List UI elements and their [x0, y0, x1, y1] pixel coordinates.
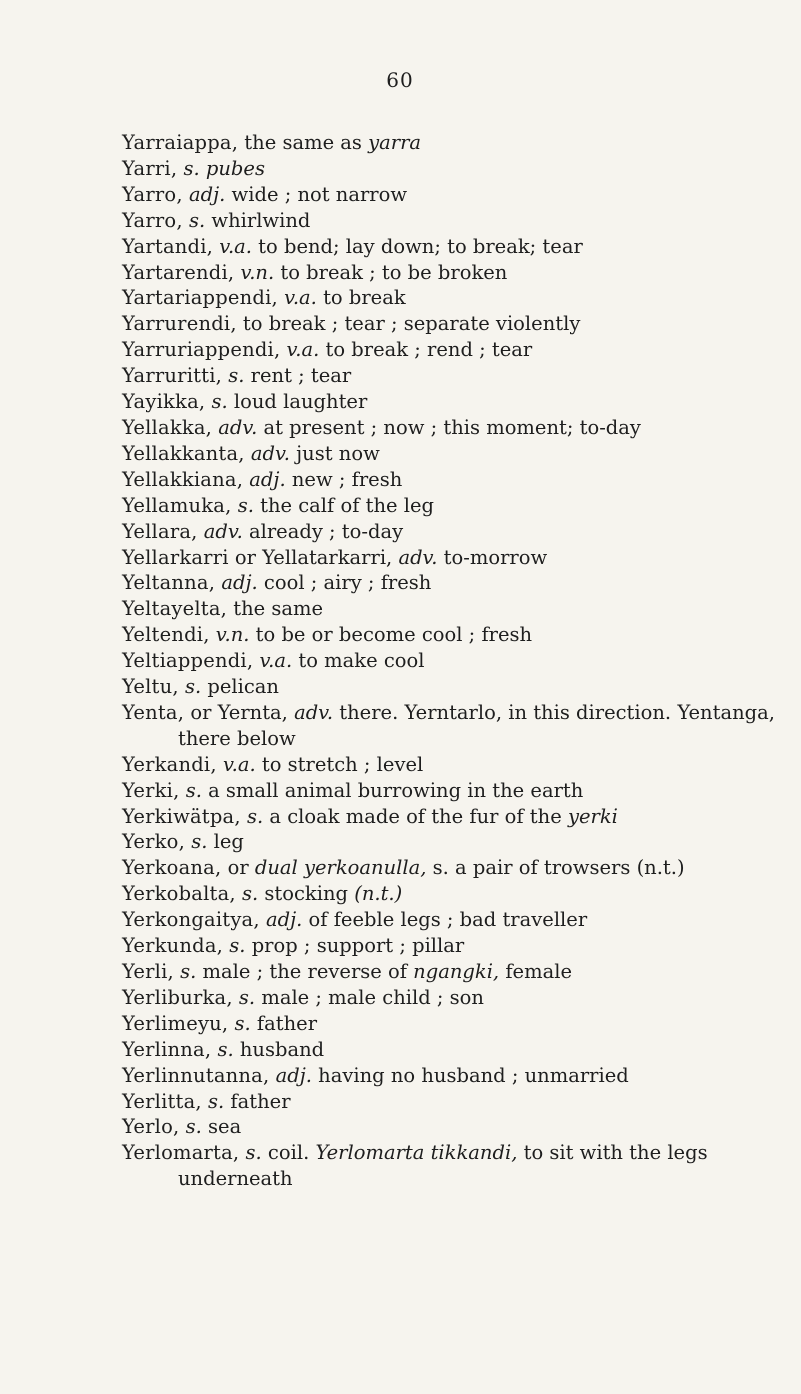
entry-headword: Yerko, [122, 830, 185, 854]
entry-italic: (n.t.) [354, 882, 403, 906]
entry-headword: Yerkobalta, [122, 882, 236, 906]
entry-grammar: s. [228, 1011, 251, 1035]
entry-definition: at present ; now ; this moment; to-day [257, 415, 641, 439]
dictionary-entry [122, 674, 792, 700]
entry-definition: to be or become cool ; fresh [249, 623, 533, 647]
page-number: 60 [386, 68, 414, 92]
dictionary-entry [122, 1140, 792, 1192]
entry-grammar: adj. [182, 182, 226, 206]
entry-headword: Yartarendi, [122, 260, 235, 284]
entry-headword: Yeltiappendi, [122, 649, 254, 673]
entry-definition: to break [316, 286, 406, 310]
entry-definition: leg [207, 830, 244, 854]
entry-headword: Yeltendi, [122, 623, 210, 647]
dictionary-entry [122, 778, 792, 804]
dictionary-entry [122, 1114, 792, 1140]
entry-definition: a small animal burrowing in the earth [201, 778, 584, 802]
entry-definition-continued: female [499, 960, 572, 983]
entry-headword: Yartariappendi, [122, 286, 278, 310]
entry-definition-continued: s. a pair of trowsers (n.t.) [426, 856, 685, 880]
entry-headword: Yartandi, [122, 234, 214, 258]
entry-definition: to break ; tear ; separate violently [236, 312, 581, 336]
entry-grammar: adv. [197, 519, 243, 543]
entry-grammar: v.a. [277, 286, 317, 310]
dictionary-entry [122, 829, 792, 855]
entry-grammar: adv. [212, 415, 258, 439]
entry-definition: father [224, 1089, 291, 1113]
entry-grammar: v.a. [253, 649, 293, 673]
entry-headword: Yayikka, [122, 390, 206, 414]
entry-definition: the same [227, 597, 324, 621]
entry-headword: Yarro, [122, 182, 183, 206]
entry-definition: father [250, 1011, 318, 1035]
entry-definition-continued: to-morrow [437, 545, 548, 569]
dictionary-entry [122, 622, 792, 648]
dictionary-entry [122, 182, 792, 208]
entry-definition: a cloak made of the fur of the [263, 804, 568, 828]
entry-headword: Yellarkarri [122, 545, 229, 569]
entry-headword: Yarro, [122, 208, 183, 232]
entry-grammar: s. [231, 493, 254, 517]
entry-grammar: s. [205, 390, 228, 414]
entry-headword: Yarrurendi, [122, 312, 237, 336]
entry-headword: Yerkiwätpa, [122, 804, 241, 828]
entry-headword: Yenta, [122, 700, 185, 724]
entry-italic: Yerlomarta tikkandi, [315, 1141, 518, 1165]
entry-definition: or Yellatarkarri, [228, 545, 399, 569]
entry-grammar: v.n. [209, 623, 250, 647]
entry-definition: cool ; airy ; fresh [257, 571, 432, 595]
dictionary-entry [122, 648, 792, 674]
entry-headword: Yerlo, [122, 1115, 180, 1139]
entry-grammar: s. [235, 882, 259, 906]
entry-definition: or [221, 856, 255, 880]
entry-headword: Yeltanna, [122, 571, 216, 595]
dictionary-entry [122, 804, 792, 830]
entry-headword: Yarruriappendi, [122, 338, 281, 362]
entry-headword: Yerlomarta, [122, 1141, 240, 1165]
entry-headword: Yerliburka, [122, 985, 233, 1009]
dictionary-entry [122, 493, 792, 519]
dictionary-entry [122, 130, 792, 156]
entry-italic: yarra [368, 131, 422, 154]
entry-grammar: v.a. [280, 338, 320, 362]
entry-italic: pubes [205, 156, 265, 180]
entry-definition-continued: to sit with the legs underneath [178, 1141, 708, 1191]
entry-italic: ngangki, [413, 960, 500, 983]
entry-headword: Yellakkanta, [122, 441, 245, 465]
entry-grammar: s. [178, 675, 202, 699]
entry-grammar: v.a. [213, 234, 252, 258]
entry-definition: sea [201, 1115, 242, 1139]
dictionary-entry [122, 415, 792, 441]
entry-grammar: s. [177, 156, 200, 180]
entry-grammar: s. [223, 934, 246, 958]
entry-grammar: adj. [215, 571, 258, 595]
dictionary-entry [122, 467, 792, 493]
entry-headword: Yellakka, [122, 415, 213, 439]
entry-italic: adv. [294, 700, 334, 724]
entry-definition: male ; the reverse of [196, 960, 414, 983]
entry-definition: wide ; not narrow [225, 182, 408, 206]
entry-headword: Yerkunda, [122, 934, 224, 958]
dictionary-entry [122, 311, 792, 337]
dictionary-entry [122, 752, 792, 778]
dictionary-entry [122, 700, 792, 752]
entry-definition-continued: there. Yerntarlo, in this direction. Yentanga, there below [178, 700, 775, 750]
entry-headword: Yellakkiana, [122, 467, 244, 491]
entry-grammar: s. [182, 208, 206, 232]
entry-definition: husband [233, 1037, 325, 1061]
entry-definition: prop ; support ; pillar [245, 934, 465, 958]
entry-grammar: adj. [269, 1063, 312, 1087]
entry-definition: the calf of the leg [253, 493, 435, 517]
dictionary-entry [122, 596, 792, 622]
dictionary-entry [122, 337, 792, 363]
dictionary-entry [122, 907, 792, 933]
dictionary-entry [122, 285, 792, 311]
entry-grammar: s. [232, 985, 256, 1009]
entry-grammar: v.n. [234, 260, 275, 284]
entry-headword: Yarri, [122, 156, 178, 180]
dictionary-entry [122, 1089, 792, 1115]
dictionary-entry [122, 441, 792, 467]
dictionary-entry [122, 545, 792, 571]
entry-definition: male ; male child ; son [255, 985, 484, 1009]
dictionary-entry [122, 959, 792, 985]
entry-definition: coil. [261, 1141, 316, 1165]
entry-italic: yerki [567, 804, 618, 828]
entry-headword: Yerlinna, [122, 1037, 212, 1061]
entry-headword: Yarruritti, [122, 364, 223, 388]
entry-list [122, 130, 792, 1192]
dictionary-entry [122, 1011, 792, 1037]
entry-headword: Yerki, [122, 778, 180, 802]
dictionary-entry [122, 985, 792, 1011]
entry-definition: to break ; rend ; tear [319, 338, 533, 362]
entry-headword: Yerkongaitya, [122, 908, 260, 932]
dictionary-entry [122, 570, 792, 596]
entry-definition: whirlwind [205, 208, 311, 232]
entry-grammar: s. [179, 1115, 202, 1139]
entry-definition: the same as [238, 131, 369, 154]
dictionary-entry [122, 234, 792, 260]
entry-definition: to stretch ; level [255, 752, 424, 776]
dictionary-entry [122, 156, 792, 182]
entry-grammar: s. [185, 830, 208, 854]
dictionary-entry [122, 389, 792, 415]
entry-italic: adv. [398, 545, 438, 569]
entry-definition: new ; fresh [285, 467, 403, 491]
entry-grammar: s. [240, 804, 264, 828]
entry-definition: stocking [258, 882, 355, 906]
entry-headword: Yerlitta, [122, 1089, 202, 1113]
entry-definition: of feeble legs ; bad traveller [302, 908, 588, 932]
entry-grammar: adj. [243, 467, 286, 491]
entry-headword: Yerlinnutanna, [122, 1063, 270, 1087]
entry-definition: to break ; to be broken [274, 260, 508, 284]
entry-grammar: s. [239, 1141, 262, 1165]
entry-headword: Yerkoana, [122, 856, 222, 880]
entry-definition: already ; to-day [242, 519, 404, 543]
entry-definition: having no husband ; unmarried [311, 1063, 629, 1087]
entry-definition: rent ; tear [244, 364, 352, 388]
dictionary-entry [122, 1037, 792, 1063]
entry-grammar: s. [222, 364, 245, 388]
dictionary-entry [122, 1063, 792, 1089]
dictionary-entry [122, 519, 792, 545]
entry-grammar: s. [173, 960, 197, 983]
dictionary-entry [122, 208, 792, 234]
entry-grammar: s. [179, 778, 202, 802]
entry-headword: Yellara, [122, 519, 198, 543]
dictionary-entry [122, 855, 792, 881]
entry-definition: or Yernta, [184, 700, 295, 724]
entry-headword: Yeltu, [122, 675, 179, 699]
entry-definition: to bend; lay down; to break; tear [251, 234, 583, 258]
entry-headword: Yeltayelta, [122, 597, 228, 621]
entry-headword: Yerkandi, [122, 752, 217, 776]
dictionary-entry [122, 363, 792, 389]
entry-grammar: v.a. [216, 752, 256, 776]
entry-definition: loud laughter [227, 390, 368, 414]
dictionary-entry [122, 881, 792, 907]
dictionary-entry [122, 933, 792, 959]
entry-grammar: adj. [259, 908, 303, 932]
entry-italic: dual yerkoanulla, [254, 856, 427, 880]
entry-headword: Yellamuka, [122, 493, 232, 517]
entry-definition: to make cool [292, 649, 425, 673]
entry-definition: pelican [201, 675, 279, 699]
entry-headword: Yarraiappa, [122, 131, 239, 154]
entry-headword: Yerli, [122, 960, 174, 983]
entry-grammar: s. [211, 1037, 234, 1061]
entry-grammar: s. [201, 1089, 225, 1113]
entry-definition: just now [289, 441, 380, 465]
entry-headword: Yerlimeyu, [122, 1011, 229, 1035]
dictionary-entry [122, 260, 792, 286]
entry-grammar: adv. [244, 441, 290, 465]
